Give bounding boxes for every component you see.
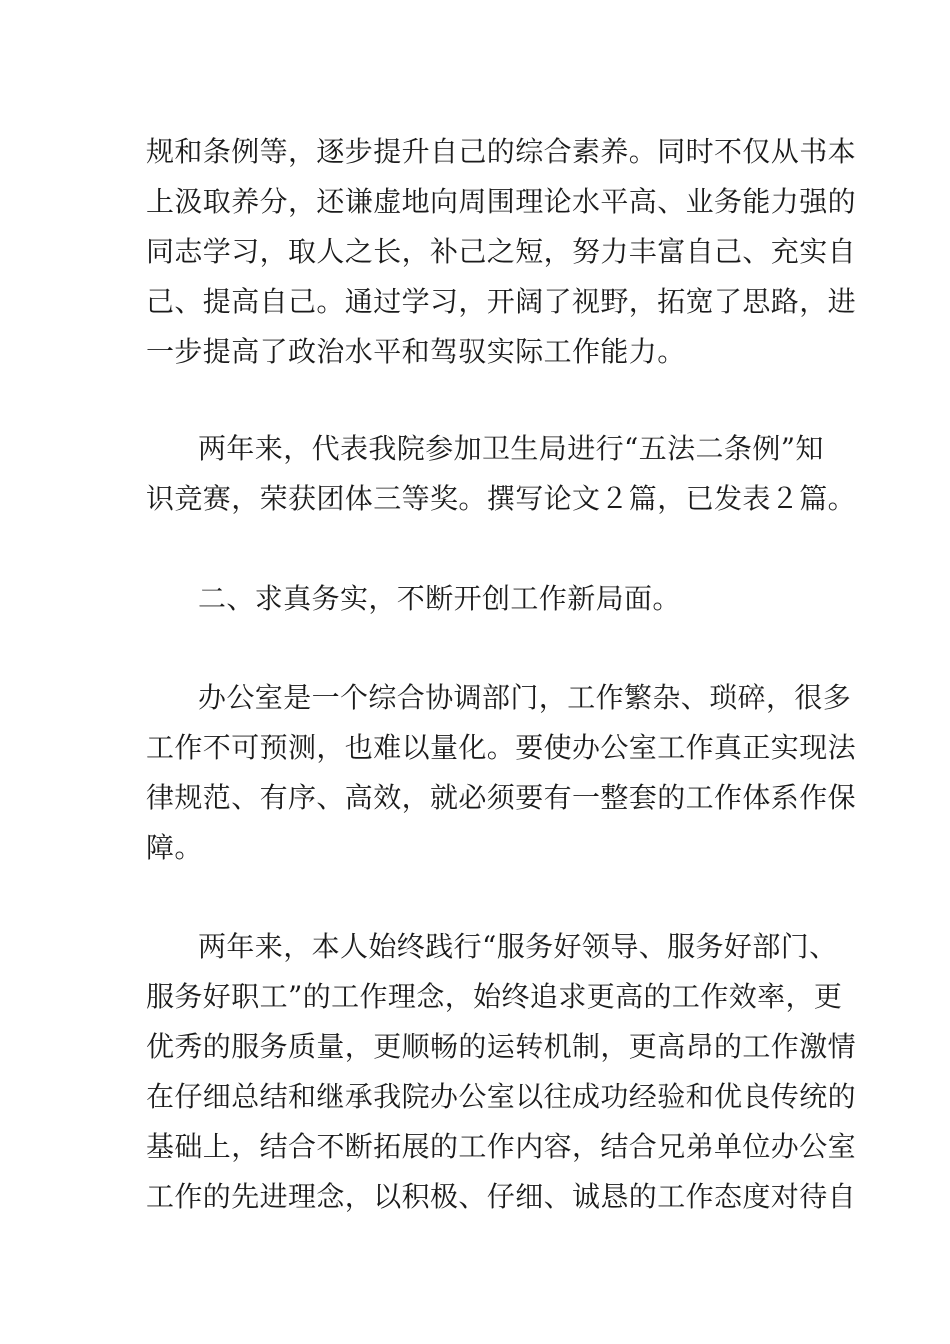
- text-line: 办公室是一个综合协调部门，工作繁杂、琐碎，很多: [198, 681, 852, 714]
- heading-line: 二、求真务实，不断开创工作新局面。: [198, 582, 681, 615]
- text-line: 规和条例等，逐步提升自己的综合素养。同时不仅从书本: [146, 135, 857, 168]
- text-line: 两年来，代表我院参加卫生局进行“五法二条例”知: [198, 432, 824, 465]
- text-line: 服务好职工”的工作理念，始终追求更高的工作效率，更: [146, 980, 843, 1013]
- text-line: 障。: [146, 831, 203, 864]
- text-line: 两年来，本人始终践行“服务好领导、服务好部门、: [198, 930, 838, 963]
- text-line: 优秀的服务质量，更顺畅的运转机制，更高昂的工作激情: [146, 1030, 857, 1063]
- text-line: 己、提高自己。通过学习，开阔了视野，拓宽了思路，进: [146, 285, 857, 318]
- text-line: 律规范、有序、高效，就必须要有一整套的工作体系作保: [146, 781, 857, 814]
- section-heading: [146, 574, 808, 624]
- paragraph-4: [146, 922, 857, 1222]
- text-line: 同志学习，取人之长，补己之短，努力丰富自己、充实自: [146, 235, 857, 268]
- text-line: 上汲取养分，还谦虚地向周围理论水平高、业务能力强的: [146, 185, 857, 218]
- paragraph-2: [146, 424, 857, 524]
- text-line: 识竞赛，荣获团体三等奖。撰写论文２篇，已发表２篇。: [146, 482, 857, 515]
- text-line: 在仔细总结和继承我院办公室以往成功经验和优良传统的: [146, 1080, 857, 1113]
- paragraph-1: [146, 127, 857, 377]
- text-line: 工作的先进理念，以积极、仔细、诚恳的工作态度对待自: [146, 1180, 857, 1213]
- paragraph-3: [146, 673, 857, 873]
- text-line: 基础上，结合不断拓展的工作内容，结合兄弟单位办公室: [146, 1130, 857, 1163]
- text-line: 一步提高了政治水平和驾驭实际工作能力。: [146, 335, 686, 368]
- text-line: 工作不可预测，也难以量化。要使办公室工作真正实现法: [146, 731, 857, 764]
